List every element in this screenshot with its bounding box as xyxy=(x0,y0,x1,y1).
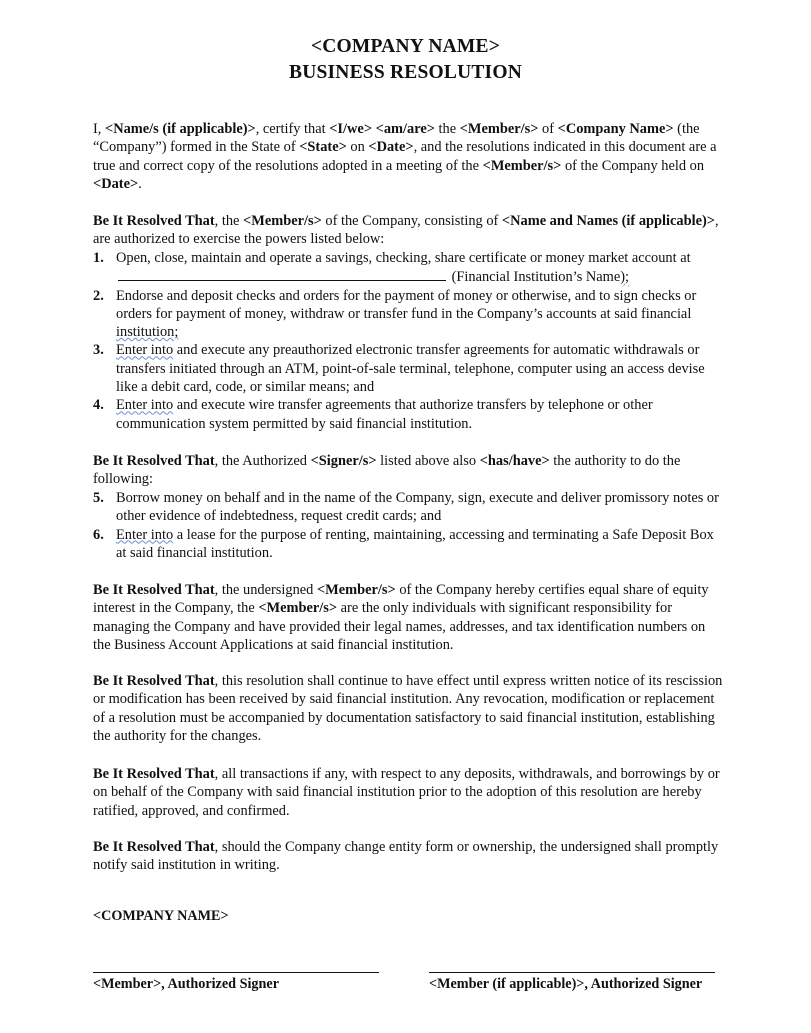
text: the xyxy=(434,121,460,137)
left-signature-line[interactable] xyxy=(93,972,379,973)
powers-list xyxy=(93,249,723,433)
text: Enter into xyxy=(116,397,174,414)
text: institution; xyxy=(116,324,179,341)
text: of the Company held on xyxy=(561,157,705,174)
document-title: BUSINESS RESOLUTION xyxy=(288,62,522,83)
member-placeholder: <Member/s> xyxy=(243,213,322,229)
resolved-prefix: Be It Resolved That xyxy=(93,766,215,782)
text: Endorse and deposit checks and orders for the payment of money or otherwise, and to sign checks or orders for payment of money, withdraw or transfer fund in the Company’s accounts at said financial xyxy=(116,287,697,322)
list-number: 6. xyxy=(93,526,104,543)
list-number: 5. xyxy=(93,490,104,506)
name-placeholder: <Name/s (if applicable)> xyxy=(105,121,256,137)
resolution-5 xyxy=(93,765,723,820)
text: , should the Company change entity form or ownership, the undersigned shall promptly notify said institution in writing. xyxy=(93,839,719,874)
resolved-prefix: Be It Resolved That xyxy=(93,453,215,469)
list-item xyxy=(93,526,723,563)
text: of the Company, consisting of xyxy=(321,213,502,229)
text: Enter into xyxy=(116,342,174,359)
signer-placeholder: <Signer/s> xyxy=(310,453,377,469)
authority-list xyxy=(93,489,723,562)
member-placeholder: <Member/s> xyxy=(316,582,396,598)
text: , the undersigned xyxy=(214,582,317,598)
state-placeholder: <State> xyxy=(299,139,347,156)
company-placeholder: <Company Name> xyxy=(557,121,674,137)
text: and execute any preauthorized electronic transfer agreements for automatic withdrawals or transfers initiated through an ATM, point-of-sale terminal, telephone, computer using an access devise like a debit card, code, or similar means; and xyxy=(116,342,705,396)
list-item xyxy=(93,341,723,396)
text: ); xyxy=(620,269,630,286)
text: . xyxy=(138,175,142,192)
list-number: 2. xyxy=(93,287,104,304)
date-placeholder: <Date> xyxy=(368,139,414,156)
right-signature-line[interactable] xyxy=(429,972,715,973)
text: I, xyxy=(93,121,105,137)
date-placeholder: <Date> xyxy=(93,175,139,192)
right-signer-label: <Member (if applicable)>, Authorized Signer xyxy=(429,976,703,992)
text: of xyxy=(538,121,558,137)
text: , this resolution shall continue to have effect until express written notice of its rescission or modification has been received by said financial institution. Any revocation, modification or replacement of a resolution must be accompanied by documentation satisfactory to said financial institution, establishing the authority for the changes. xyxy=(93,673,723,744)
resolved-prefix: Be It Resolved That xyxy=(93,213,215,229)
text: , the xyxy=(214,213,244,229)
text: , all transactions if any, with respect to any deposits, withdrawals, and borrowings by or on behalf of the Company with said financial institution prior to the adoption of this resolution are hereby ratified, approved, and confirmed. xyxy=(93,766,720,819)
company-name-heading: <COMPANY NAME> xyxy=(310,36,501,57)
text: and execute wire transfer agreements that authorize transfers by telephone or other communication system permitted by said financial institution. xyxy=(116,397,653,432)
signature-company-name: <COMPANY NAME> xyxy=(93,908,229,924)
text: listed above also xyxy=(376,453,480,469)
member-placeholder: <Member/s> xyxy=(482,157,562,174)
list-item xyxy=(93,396,723,433)
institution-blank-line[interactable] xyxy=(118,267,446,281)
resolution-4 xyxy=(93,672,723,745)
text: , certify that xyxy=(255,121,330,137)
certification-paragraph xyxy=(93,120,723,193)
text: on xyxy=(346,139,369,156)
member-placeholder: <Member/s> xyxy=(459,121,539,137)
resolution-1 xyxy=(93,212,723,249)
resolution-3 xyxy=(93,581,723,654)
text: Open, close, maintain and operate a savings, checking, share certificate or money market account at xyxy=(116,250,691,266)
text: are the only individuals with significant responsibility for managing the Company and have provided their legal names, addresses, and tax identification numbers on the Business Account Applications at said financial institution. xyxy=(93,600,706,653)
text: the authority to do the following: xyxy=(93,453,681,488)
list-number: 1. xyxy=(93,250,104,266)
pronoun-placeholder: <I/we> xyxy=(329,121,373,137)
text: , the Authorized xyxy=(214,453,311,469)
text: , are authorized to exercise the powers listed below: xyxy=(93,213,719,248)
text: a lease for the purpose of renting, maintaining, accessing and terminating a Safe Deposit Box at said financial institution. xyxy=(116,526,714,561)
text: Enter into xyxy=(116,526,174,543)
text: , and the resolutions indicated in this document are a true and correct copy of the resolutions adopted in a meeting of the xyxy=(93,139,717,174)
list-item xyxy=(93,249,723,287)
text: (the “Company”) formed in the State of xyxy=(93,121,700,156)
resolution-2 xyxy=(93,452,723,489)
text: of the Company hereby certifies equal share of equity interest in the Company, the xyxy=(93,582,709,617)
list-item xyxy=(93,287,723,342)
names-placeholder: <Name and Names (if applicable)> xyxy=(501,213,715,229)
resolution-6 xyxy=(93,838,723,875)
verb-placeholder: <am/are> xyxy=(375,121,435,137)
list-item xyxy=(93,489,723,526)
has-have-placeholder: <has/have> xyxy=(479,453,550,469)
text: Borrow money on behalf and in the name of the Company, sign, execute and deliver promissory notes or other evidence of indebtedness, request credit cards; and xyxy=(116,490,719,525)
resolved-prefix: Be It Resolved That xyxy=(93,839,215,855)
resolved-prefix: Be It Resolved That xyxy=(93,582,215,598)
member-placeholder: <Member/s> xyxy=(258,600,338,617)
resolved-prefix: Be It Resolved That xyxy=(93,673,215,689)
text: (Financial Institution’s Name xyxy=(448,269,621,286)
list-number: 3. xyxy=(93,342,104,359)
left-signer-label: <Member>, Authorized Signer xyxy=(93,976,279,992)
list-number: 4. xyxy=(93,397,104,414)
